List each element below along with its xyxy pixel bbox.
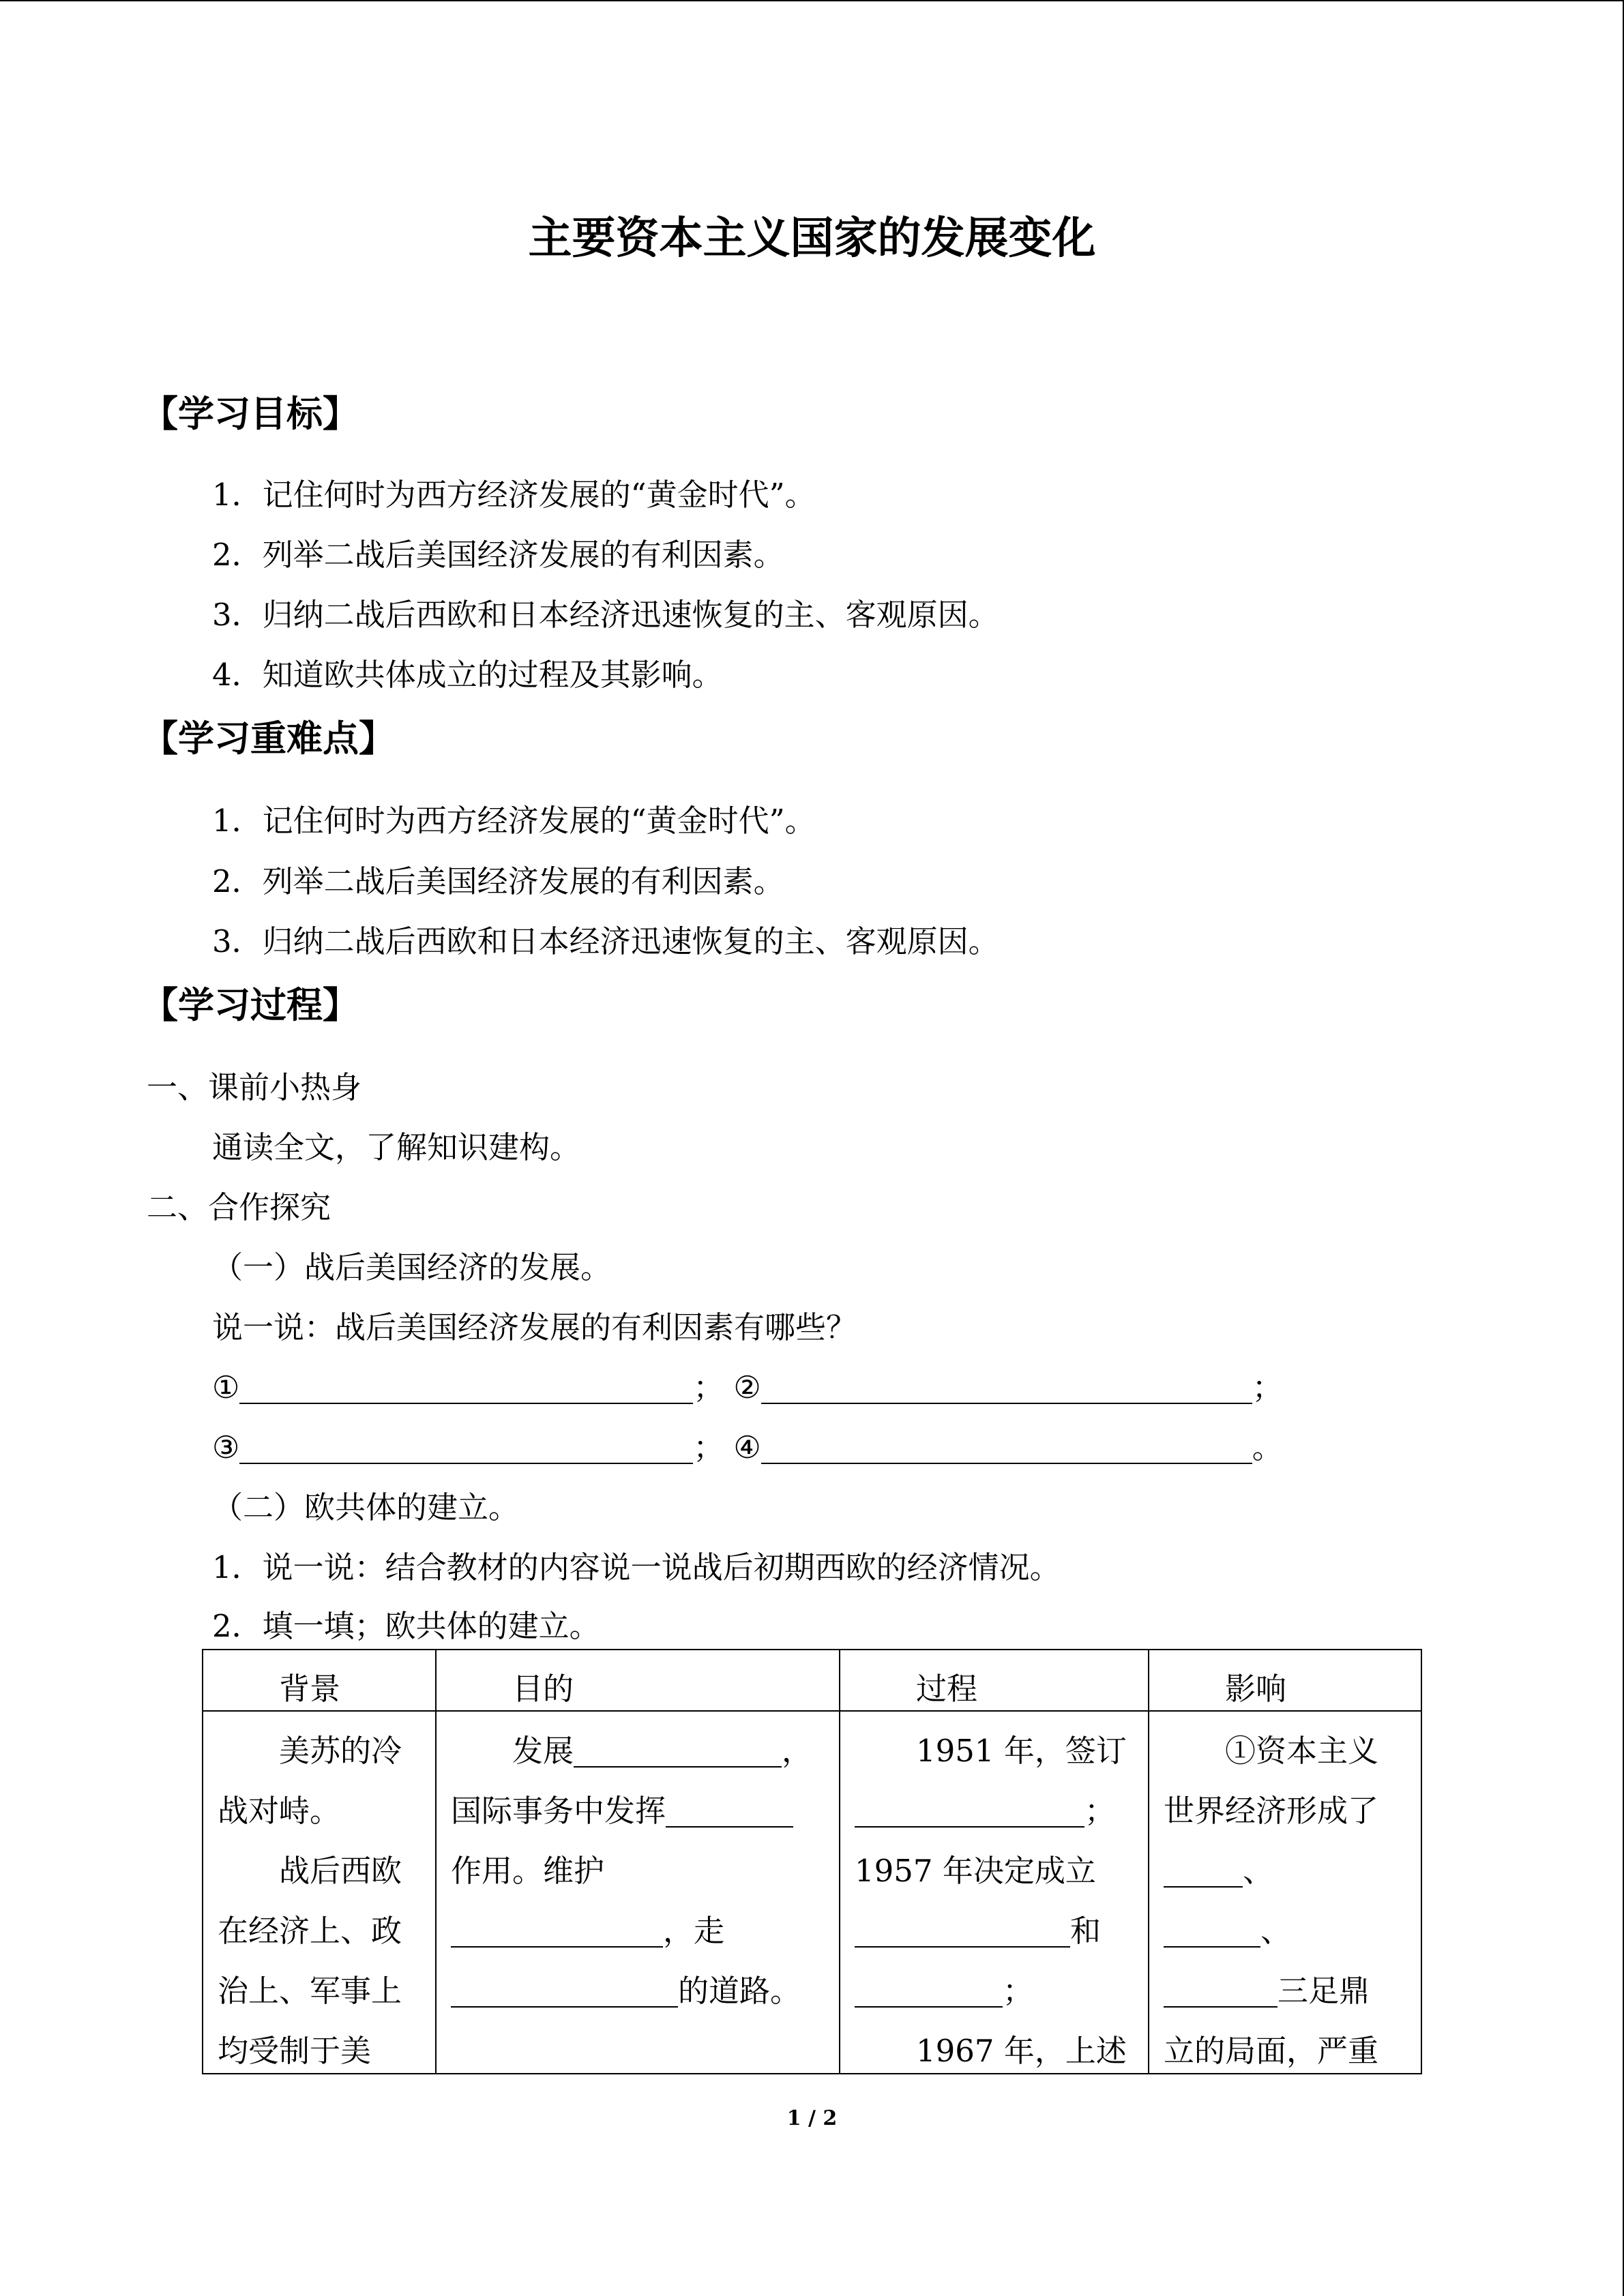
answer-blank (239, 1432, 693, 1464)
answer-label: ② (733, 1369, 761, 1405)
page-title: 主要资本主义国家的发展变化 (528, 213, 1096, 264)
us-economy-prompt: 说一说：战后美国经济发展的有利因素有哪些？ (212, 1309, 857, 1345)
answer-blank (1164, 1976, 1278, 2008)
process-heading: 【学习过程】 (142, 985, 359, 1026)
ec-table (202, 1649, 1422, 2074)
cell-line: 1951 年，签订 (916, 1733, 1127, 1769)
ec-question-2: 2．填一填；欧共体的建立。 (212, 1608, 600, 1644)
cell-text: ，走 (663, 1913, 725, 1949)
us-economy-title: （一）战后美国经济的发展。 (212, 1249, 612, 1285)
table-header-cell (1149, 1650, 1421, 1711)
table-row (203, 1711, 1421, 2074)
answer-line (212, 1358, 1283, 1418)
cell-line: 1967 年，上述 (916, 2033, 1127, 2069)
cell-line (1164, 1961, 1421, 2021)
answer-blank (239, 1372, 693, 1404)
cell-line: 治上、军事上 (218, 1973, 402, 2009)
cell-line: 均受制于美 (218, 2033, 372, 2069)
header-impact: 影响 (1225, 1671, 1287, 1707)
cell-line (855, 1961, 1148, 2021)
impact-cell (1149, 1711, 1421, 2074)
table-header-cell (436, 1650, 840, 1711)
answer-blank (761, 1432, 1252, 1464)
cell-line (855, 1901, 1148, 1961)
key-point-item: 2．列举二战后美国经济发展的有利因素。 (212, 863, 784, 899)
key-points-heading: 【学习重难点】 (142, 718, 395, 760)
cell-line (451, 1781, 839, 1841)
table-header-row (203, 1650, 1421, 1711)
goals-heading: 【学习目标】 (142, 393, 359, 435)
cell-line (451, 1961, 839, 2021)
answer-blank (855, 1795, 1084, 1828)
cell-text: 和 (1070, 1913, 1102, 1949)
answer-label: ① (212, 1369, 240, 1405)
cell-text: 的道路。 (678, 1973, 801, 2009)
goal-item: 3．归纳二战后西欧和日本经济迅速恢复的主、客观原因。 (212, 597, 999, 633)
header-background: 背景 (279, 1671, 341, 1707)
ec-question-1: 1．说一说：结合教材的内容说一说战后初期西欧的经济情况。 (212, 1549, 1061, 1585)
warmup-title: 一、课前小热身 (147, 1069, 362, 1105)
cell-text: 三足鼎 (1278, 1973, 1370, 2009)
header-process: 过程 (916, 1671, 978, 1707)
answer-blank (855, 1976, 1003, 2008)
cell-line: 战后西欧 (279, 1853, 402, 1889)
warmup-text: 通读全文，了解知识建构。 (212, 1129, 581, 1165)
cell-line: ①资本主义 (1225, 1733, 1379, 1769)
answer-label: ③ (212, 1429, 240, 1465)
table-header-cell (840, 1650, 1149, 1711)
cell-text: 、 (1243, 1853, 1274, 1889)
cell-text: ， (782, 1733, 813, 1769)
answer-blank (1164, 1915, 1260, 1948)
goal-item: 4．知道欧共体成立的过程及其影响。 (212, 657, 723, 693)
cell-line (451, 1721, 839, 1781)
answer-blank (855, 1915, 1070, 1948)
key-point-item: 3．归纳二战后西欧和日本经济迅速恢复的主、客观原因。 (212, 923, 999, 959)
goal-item: 2．列举二战后美国经济发展的有利因素。 (212, 537, 784, 573)
page-frame-top (0, 0, 1624, 1)
cell-line: 在经济上、政 (218, 1913, 402, 1949)
cell-line (1164, 1841, 1421, 1901)
answer-label: ④ (733, 1429, 761, 1465)
cell-line (855, 1781, 1148, 1841)
answer-blank (574, 1735, 782, 1768)
cell-line: 战对峙。 (218, 1793, 341, 1829)
process-cell (840, 1711, 1149, 2074)
header-purpose: 目的 (512, 1671, 574, 1707)
purpose-cell (436, 1711, 840, 2074)
cell-line: 美苏的冷 (279, 1733, 402, 1769)
table-header-cell (203, 1650, 436, 1711)
answer-blank (666, 1795, 793, 1828)
cell-text: 国际事务中发挥 (451, 1793, 666, 1829)
explore-title: 二、合作探究 (147, 1189, 331, 1225)
cell-line: 世界经济形成了 (1164, 1793, 1379, 1829)
cell-text: ； (1003, 1973, 1034, 2009)
answer-end: ； (693, 1429, 724, 1465)
answer-blank (761, 1372, 1252, 1404)
answer-end: ； (1252, 1369, 1283, 1405)
cell-line: 立的局面，严重 (1164, 2033, 1379, 2069)
answer-line (212, 1418, 1283, 1478)
answer-blank (451, 1976, 678, 2008)
answer-blank (451, 1915, 663, 1948)
cell-line: 作用。维护 (451, 1853, 605, 1889)
answer-blank (1164, 1855, 1243, 1888)
cell-line (451, 1901, 839, 1961)
key-point-item: 1．记住何时为西方经济发展的“黄金时代”。 (212, 803, 816, 839)
answer-end: ； (693, 1369, 724, 1405)
cell-line (1164, 1901, 1421, 1961)
cell-text: 发展 (512, 1733, 574, 1769)
cell-text: ； (1084, 1793, 1116, 1829)
background-cell (203, 1711, 436, 2074)
ec-title: （二）欧共体的建立。 (212, 1489, 520, 1525)
answer-end: 。 (1252, 1429, 1283, 1465)
page-number: 1 / 2 (786, 2106, 838, 2130)
cell-text: 、 (1260, 1913, 1292, 1949)
goal-item: 1．记住何时为西方经济发展的“黄金时代”。 (212, 477, 816, 513)
cell-line: 1957 年决定成立 (855, 1853, 1096, 1889)
